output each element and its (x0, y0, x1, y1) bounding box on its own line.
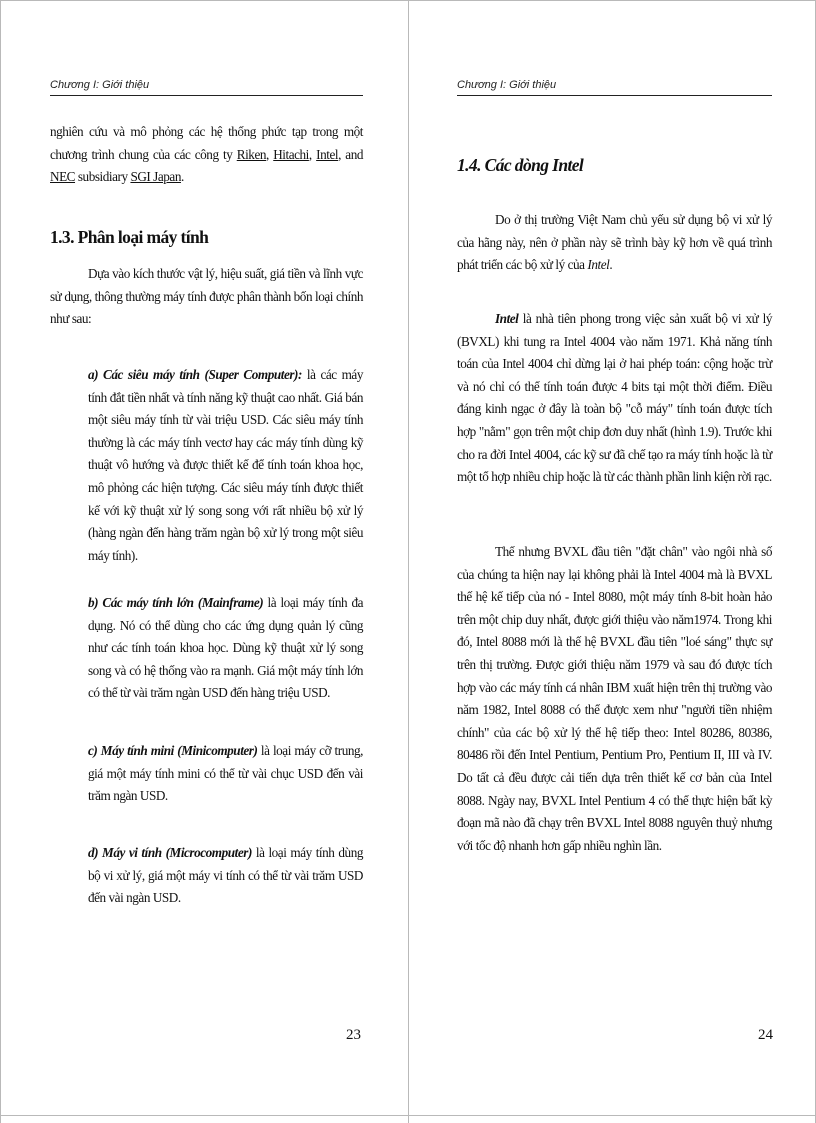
paragraph-1: Do ở thị trường Việt Nam chủ yếu sử dụng bộ vi xử lý của hãng này, nên ở phần này sẽ trình bày kỹ hơn về quá trình phát triển các bộ xử lý của Intel. (457, 212, 772, 273)
item-title: b) Các máy tính lớn (Mainframe) (88, 595, 264, 610)
section-title: 1.3. Phân loại máy tính (50, 227, 209, 247)
right-page (409, 0, 816, 1123)
hitachi-link[interactable]: Hitachi (273, 146, 309, 162)
page-number: 23 (346, 1027, 361, 1043)
section-intro: Dựa vào kích thước vật lý, hiệu suất, giá tiền và lĩnh vực sử dụng, thông thường máy tính được phân thành bốn loại chính như sau: (50, 266, 363, 327)
intro-paragraph: nghiên cứu và mô phỏng các hệ thống phức tạp trong một chương trình chung của các công ty Riken, Hitachi, Intel, and NEC subsidiary SGI Japan. (50, 124, 363, 185)
item-title: d) Máy vi tính (Microcomputer) (88, 845, 252, 860)
page-number: 24 (758, 1027, 773, 1043)
section-title: 1.4. Các dòng Intel (457, 155, 584, 175)
item-title: a) Các siêu máy tính (Super Computer): (88, 367, 302, 382)
list-item: c) Máy tính mini (Minicomputer) là loại máy cỡ trung, giá một máy tính mini có thể từ vài chục USD đến vài trăm ngàn USD. (88, 743, 363, 804)
running-header: Chương I: Giới thiệu (457, 79, 557, 91)
list-item: d) Máy vi tính (Microcomputer) là loại máy tính dùng bộ vi xử lý, giá một máy vi tính có thể từ vài trăm USD đến vài ngàn USD. (88, 845, 363, 906)
list-item: a) Các siêu máy tính (Super Computer): là các máy tính đắt tiền nhất và tính năng kỹ thuật cao nhất. Giá bán một siêu máy tính từ vài triệu USD. Các siêu máy tính thường là các máy tính vectơ hay các máy tính dùng kỹ thuật vô hướng và được thiết kế để tính toán khoa học, mô phỏng các hiện tượng. Các siêu máy tính được thiết kế với kỹ thuật xử lý song song với rất nhiều bộ xử lý (hàng ngàn đến hàng trăm ngàn bộ xử lý trong một siêu máy tính). (88, 367, 363, 563)
header-rule (457, 95, 772, 96)
header-rule (50, 95, 363, 96)
running-header: Chương I: Giới thiệu (50, 79, 150, 91)
nec-link[interactable]: NEC (50, 169, 76, 185)
riken-link[interactable]: Riken (236, 146, 266, 162)
paragraph-3: Thế nhưng BVXL đầu tiên "đặt chân" vào ngôi nhà số của chúng ta hiện nay lại không phải là Intel 4004 mà là BVXL thế hệ kế tiếp của nó - Intel 8080, một máy tính 8-bit hoàn hảo trên một chip duy nhất, được giới thiệu vào năm1974. Trong khi đó, Intel 8088 mới là thế hệ BVXL đầu tiên "loé sáng" thực sự trên thị trường. Được giới thiệu năm 1979 và sau đó được tích hợp vào các máy tính cá nhân IBM xuất hiện trên thị trường vào năm 1982, Intel 8088 có thể được xem như "người tiền nhiệm chính" của các bộ xử lý thế hệ tiếp theo: Intel 80286, 80386, 80486 rồi đến Intel Pentium, Pentium Pro, Pentium II, III và IV. Do tất cả đều được cải tiến dựa trên thiết kế cơ bản của Intel 8088. Ngày nay, BVXL Intel Pentium 4 có thể thực hiện bất kỳ đoạn mã nào đã chạy trên BVXL Intel 8088 nguyên thuỷ nhưng với tốc độ nhanh hơn gấp nhiều nghìn lần. (457, 544, 772, 853)
paragraph-2: Intel là nhà tiên phong trong việc sản xuất bộ vi xử lý (BVXL) khi tung ra Intel 4004 vào năm 1971. Khả năng tính toán của Intel 4004 chỉ dừng lại ở hai phép toán: cộng hoặc trừ và nó chỉ có thể tính toán được 4 bits tại một thời điểm. Điều đáng kinh ngạc ở đây là toàn bộ "cỗ máy" tính toán được tích hợp "nằm" gọn trên một chip đơn duy nhất (hình 1.9). Trước khi cho ra đời Intel 4004, các kỹ sư đã chế tạo ra máy tính hoặc là từ một tổ hợp nhiều chip hoặc là từ các thành phần linh kiện rời rạc. (457, 311, 772, 485)
intel-link[interactable]: Intel (316, 146, 339, 162)
item-title: c) Máy tính mini (Minicomputer) (88, 743, 258, 758)
list-item: b) Các máy tính lớn (Mainframe) là loại máy tính đa dụng. Nó có thể dùng cho các ứng dụng quản lý cũng như các tính toán khoa học. Dùng kỹ thuật xử lý song song và có hệ thống vào ra mạnh. Giá một máy tính lớn có thể từ vài trăm ngàn USD đến hàng triệu USD. (88, 595, 363, 701)
sgi-japan-link[interactable]: SGI Japan (130, 169, 181, 185)
